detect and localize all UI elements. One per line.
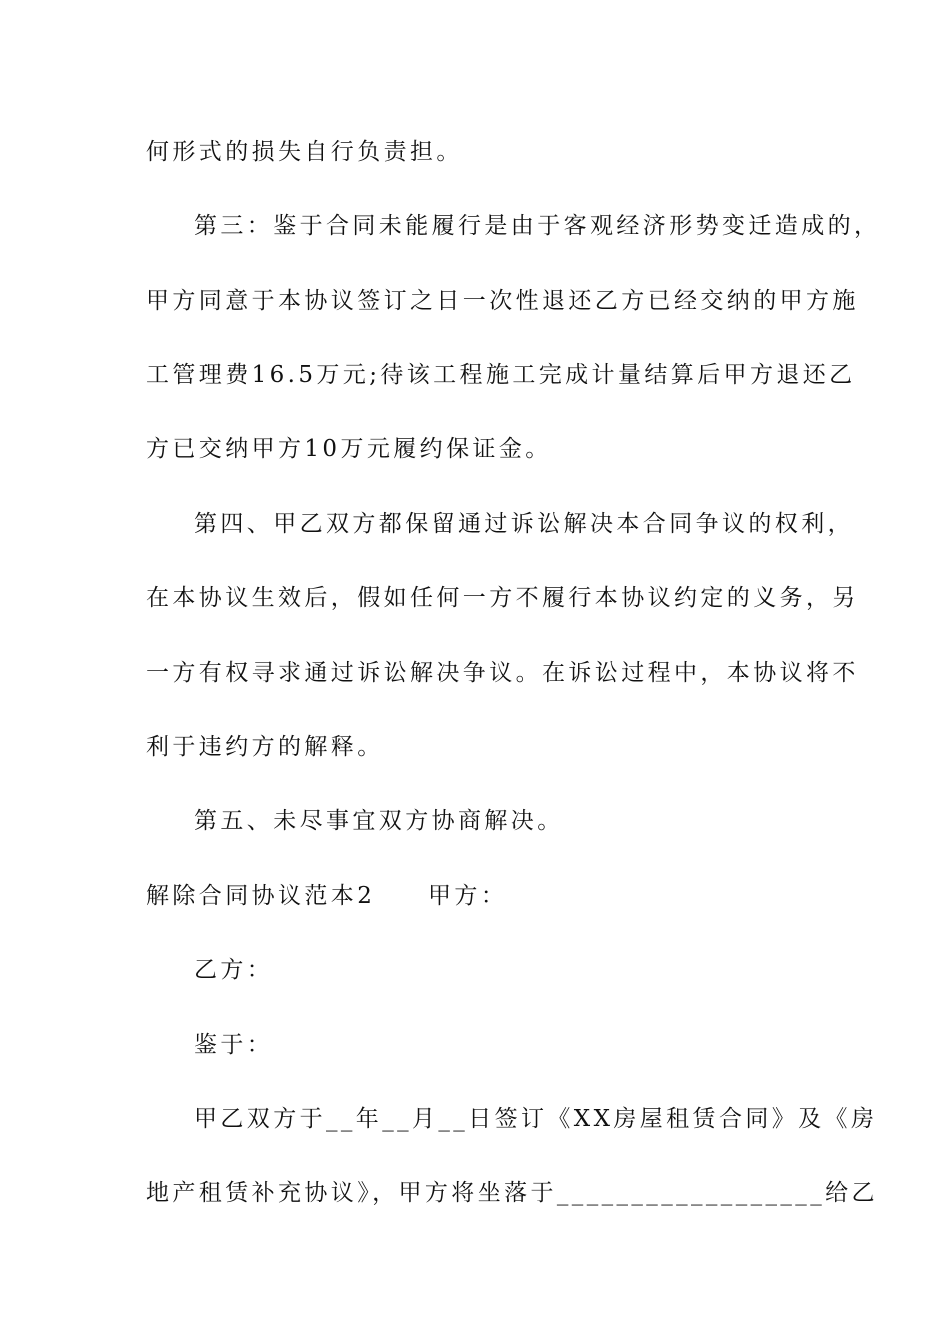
paragraph-line: 甲方同意于本协议签订之日一次性退还乙方已经交纳的甲方施 [146,288,859,314]
whereas-label: 鉴于： [194,1032,274,1058]
paragraph-line: 何形式的损失自行负责担。 [146,139,463,165]
paragraph-line: 甲乙双方于__年__月__日签订《XX房屋租赁合同》及《房 [194,1106,878,1132]
paragraph-line: 地产租赁补充协议》，甲方将坐落于__________________给乙 [146,1180,878,1206]
paragraph-line: 工管理费16.5万元;待该工程施工完成计量结算后甲方退还乙 [146,362,856,388]
paragraph-line: 利于违约方的解释。 [146,734,384,760]
paragraph-line: 一方有权寻求通过诉讼解决争议。在诉讼过程中，本协议将不 [146,660,859,686]
paragraph-line: 在本协议生效后，假如任何一方不履行本协议约定的义务，另 [146,585,859,611]
party-b-label: 乙方： [194,957,274,983]
paragraph-line: 方已交纳甲方10万元履约保证金。 [146,436,552,462]
paragraph-line: 第四、甲乙双方都保留通过诉讼解决本合同争议的权利， [194,511,854,537]
paragraph-line: 第五、未尽事宜双方协商解决。 [194,808,564,834]
section-heading: 解除合同协议范本2 甲方： [146,883,508,909]
paragraph-line: 第三：鉴于合同未能履行是由于客观经济形势变迁造成的， [194,213,881,239]
